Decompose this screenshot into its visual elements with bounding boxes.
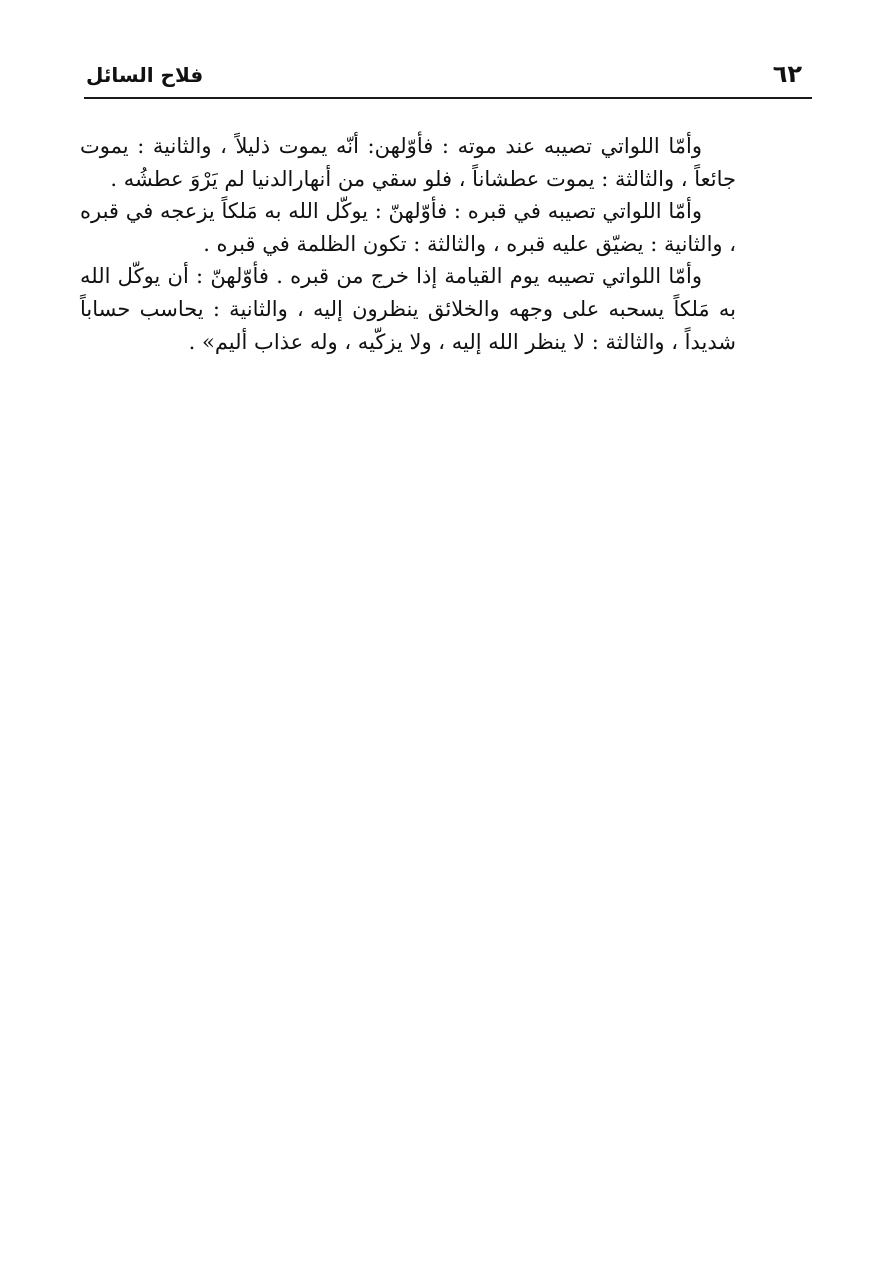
paragraph-death: وأمّا اللواتي تصيبه عند موته : فأوّلهن: أنّه يموت ذليلاً ، والثانية : يموت جائعاً ، والثالثة : يموت عطشاناً ، فلو سقي من أنهارالدنيا لم يَرْوَ عطشُه . bbox=[80, 134, 736, 191]
header-divider bbox=[84, 97, 812, 99]
page-number: ٦٢ bbox=[772, 60, 802, 88]
page-header bbox=[80, 58, 810, 94]
running-title: فلاح السائل bbox=[86, 63, 204, 87]
paragraph-resurrection: وأمّا اللواتي تصيبه يوم القيامة إذا خرج من قبره . فأوّلهنّ : أن يوكّل الله به مَلكاً يسحبه على وجهه والخلائق ينظرون إليه ، والثانية : يحاسب حساباً شديداً ، والثالثة : لا ينظر الله إليه ، ولا يزكّيه ، وله عذاب أليم» . bbox=[80, 264, 736, 354]
paragraph-grave: وأمّا اللواتي تصيبه في قبره : فأوّلهنّ : يوكّل الله به مَلكاً يزعجه في قبره ، والثانية : يضيّق عليه قبره ، والثالثة : تكون الظلمة في قبره . bbox=[80, 199, 736, 256]
body-text bbox=[80, 130, 736, 358]
